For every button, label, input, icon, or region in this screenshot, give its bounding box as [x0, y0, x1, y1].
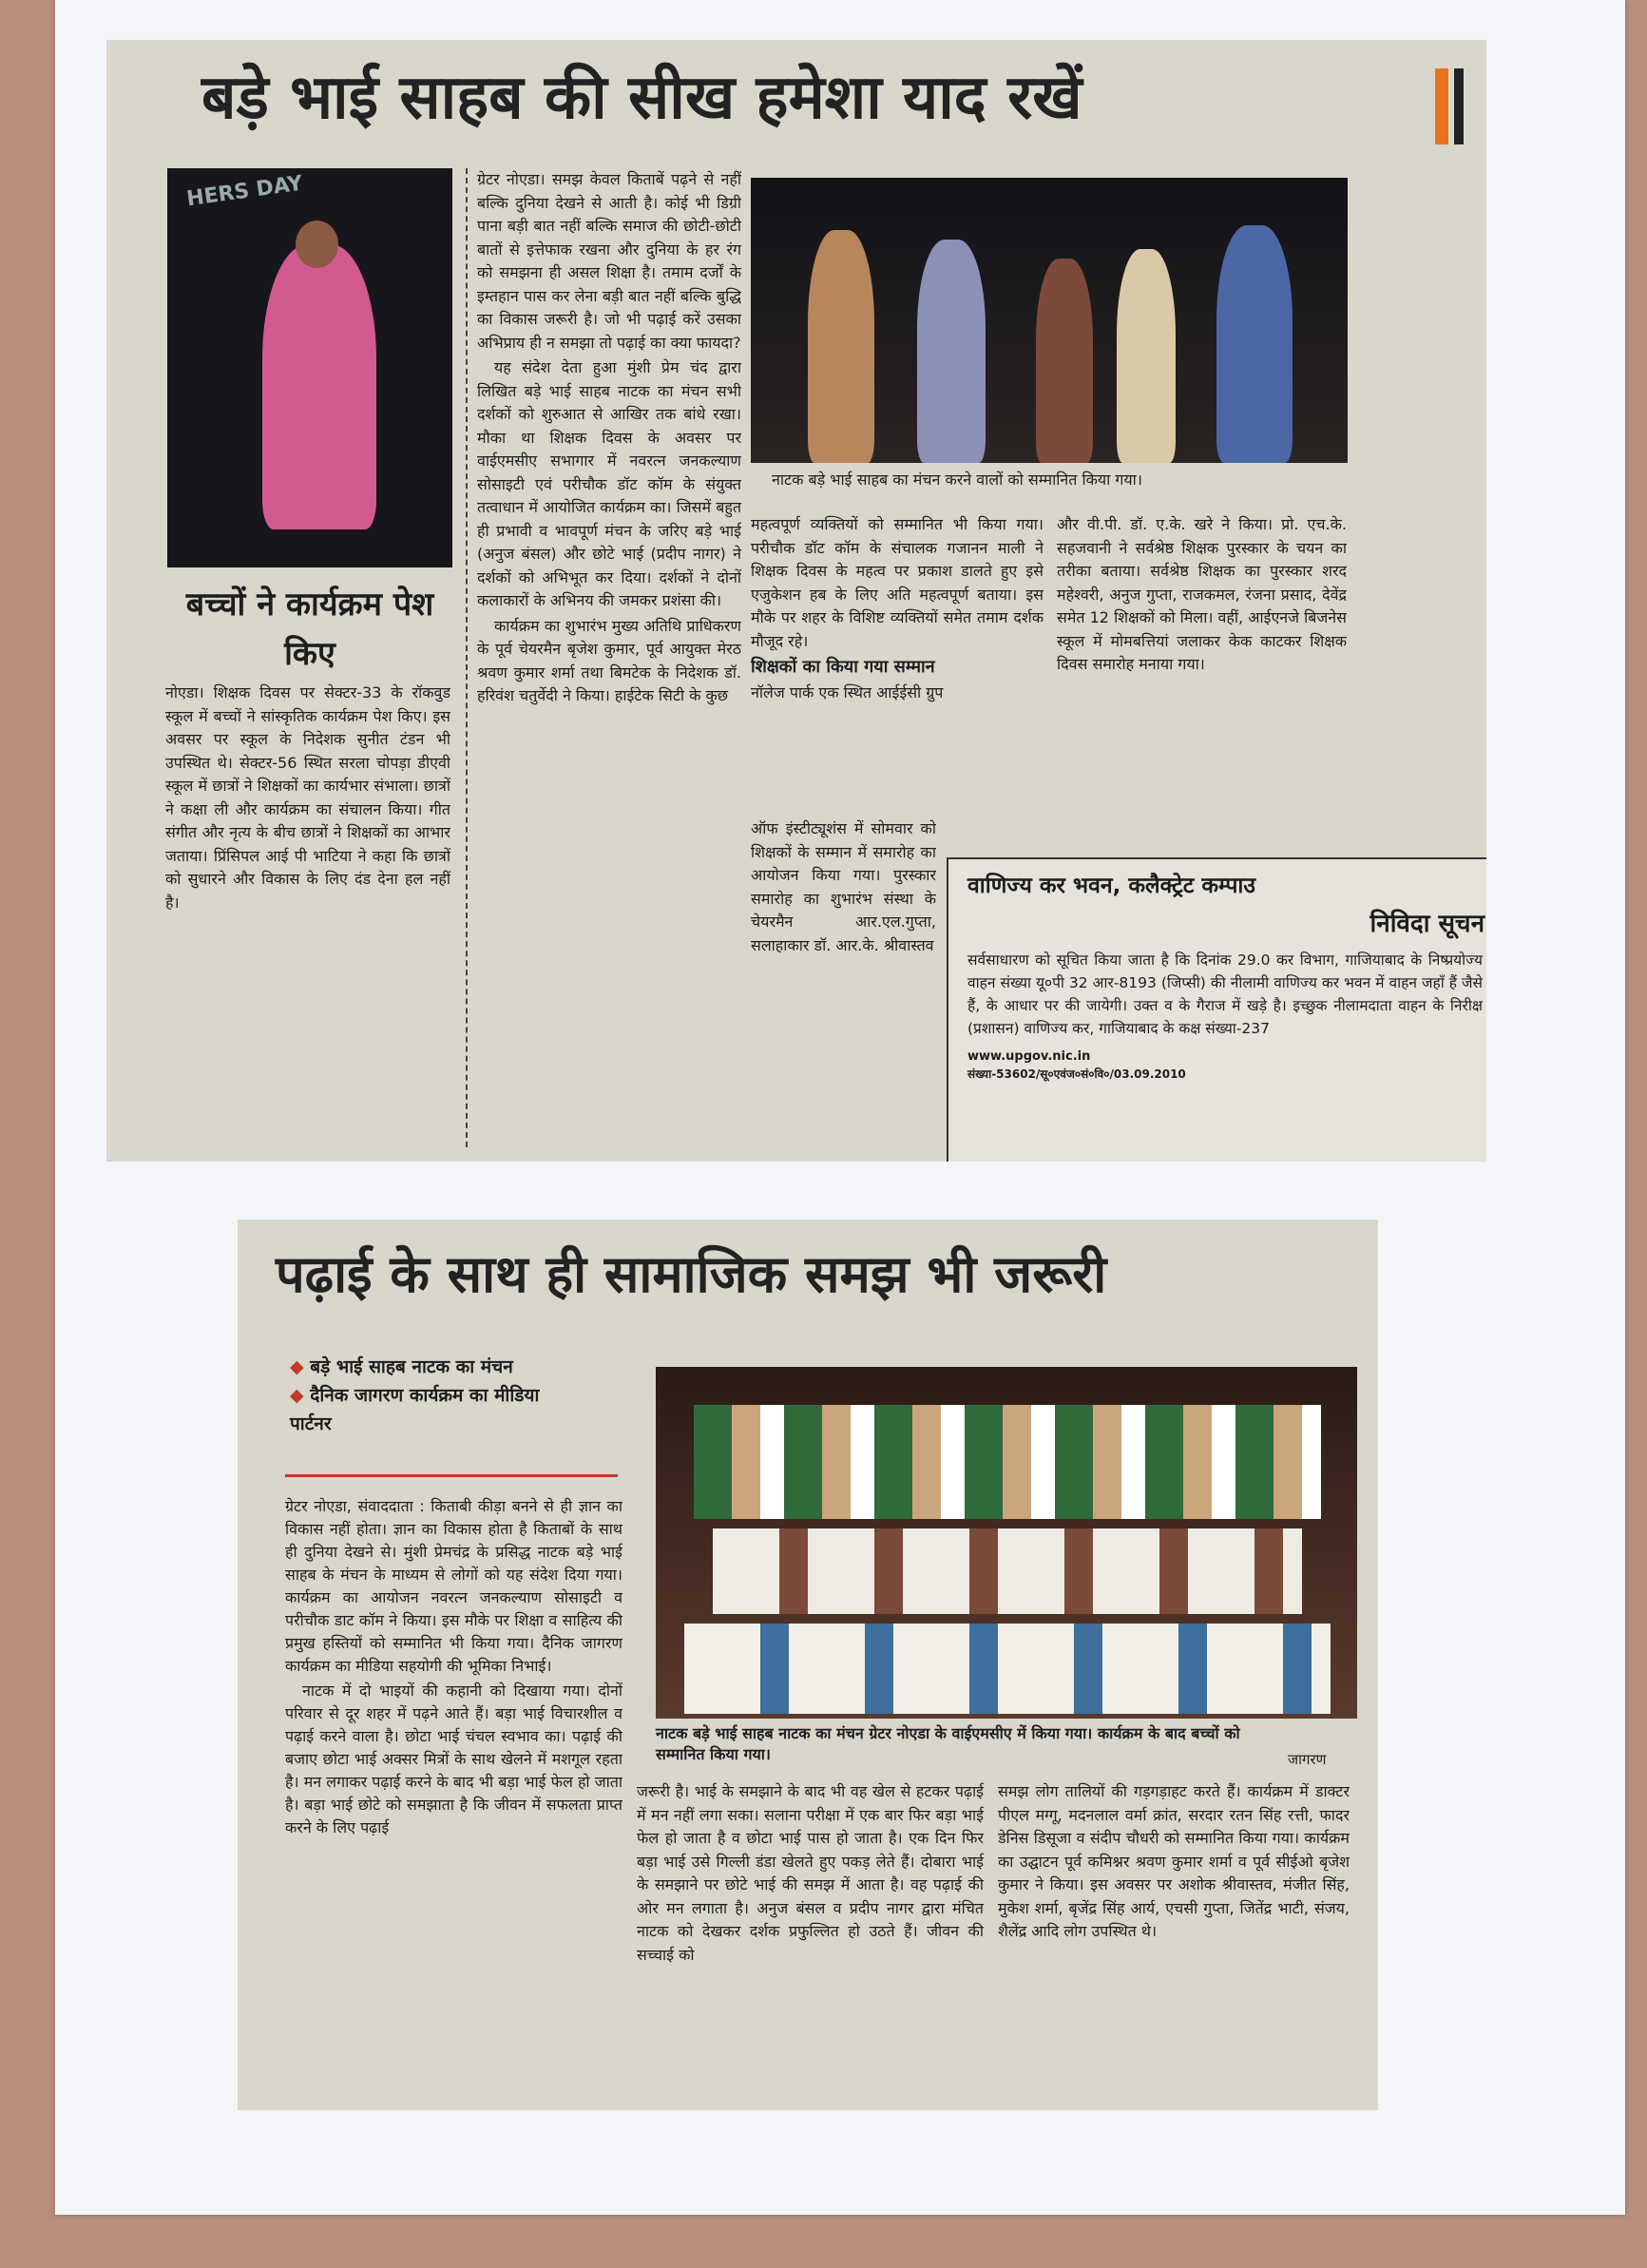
bullet-item: ◆ दैनिक जागरण कार्यक्रम का मीडिया पार्टनर [290, 1385, 540, 1434]
side-story-body: नोएडा। शिक्षक दिवस पर सेक्टर-33 के रॉकवुड स्कूल में बच्चों ने सांस्कृतिक कार्यक्रम पेश किए। इस अवसर पर स्कूल के निदेशक सुनीत टंडन भी उपस्थित थे। सेक्टर-56 स्थित सरला चोपड़ा डीएवी स्कूल में छात्रों ने शिक्षकों का कार्यभार संभाला। छात्रों ने कक्षा ली और कार्यक्रम का संचालन किया। गीत संगीत और नृत्य के बीच छात्रों ने शिक्षकों का आभार जताया। प्रिंसिपल आई पी भाटिया ने कहा कि छात्रों को सुधारने और विकास के लिए दंड देना हल नहीं है। [165, 683, 450, 912]
photo-stage-felicitation [751, 178, 1348, 463]
bullet-underline [285, 1474, 618, 1477]
subhead-body: ऑफ इंस्टीट्यूशंस में सोमवार को शिक्षकों के सम्मान में समारोह का आयोजन किया गया। पुरस्कार समारोह का शुभारंभ संस्था के चेयरमैन आर.एल.गुप्ता, सलाहाकार डॉ. आर.के. श्रीवास्तव [751, 819, 936, 954]
headline-black-bar [1454, 68, 1464, 144]
column-divider [466, 168, 468, 1147]
person-boy-2 [1117, 249, 1176, 463]
notice-title: निविदा सूचन [1369, 910, 1484, 938]
clip2-column-3: समझ लोग तालियों की गड़गड़ाहट करते हैं। कार्यक्रम में डाक्टर पीएल मग्गू, मदनलाल वर्मा क्रांत, सरदार रतन सिंह रत्ती, फादर डेनिस डिसूजा व संदीप चौधरी को सम्मानित किया गया। कार्यक्रम का उद्घाटन पूर्व कमिश्नर श्रवण कुमार शर्मा व पूर्व सीईओ बृजेश कुमार ने किया। इस अवसर पर अशोक श्रीवास्तव, मंजीत सिंह, मुकेश शर्मा, बृजेंद्र सिंह आर्य, एचसी गुप्ता, जितेंद्र भाटी, संजय, शैलेंद्र आदि लोग उपस्थित थे। [998, 1782, 1350, 1940]
notice-header: वाणिज्य कर भवन, कलैक्ट्रेट कम्पाउ [967, 874, 1255, 898]
students-row-back [694, 1405, 1321, 1519]
main-column-1: ग्रेटर नोएडा। समझ केवल किताबें पढ़ने से नहीं बल्कि दुनिया देखने से आती है। कोई भी डिग्री पाना बड़ी बात नहीं बल्कि समाज की छोटी-छोटी बातों से इत्तेफाक रखना और दुनिया के हर रंग को समझना ही असल शिक्षा है। तमाम दर्जों के इम्तहान पास कर लेना बड़ी बात नहीं बल्कि बुद्धि का विकास जरूरी है। जो भी पढ़ाई करें उसका अभिप्राय ही न समझा तो पढ़ाई का क्या फायदा? यह संदेश देता हुआ मुंशी प्रेम चंद द्वारा लिखित बड़े भाई साहब नाटक का मंचन सभी दर्शकों को शुरुआत से आखिर तक बांधे रखा। मौका था शिक्षक दिवस के अवसर पर वाईएमसीए सभागार में नवरत्न जनकल्याण सोसाइटी एवं परीचौक डॉट कॉम के संयुक्त तत्वाधान में आयोजित कार्यक्रम का। जिसमें बहुत ही प्रभावी व भावपूर्ण मंचन के जरिए बड़े भाई (अनुज बंसल) और छोटे भाई (प्रदीप नागर) ने दर्शकों को अभिभूत कर दिया। दर्शकों ने दोनों कलाकारों के अभिनय की जमकर प्रशंसा की। कार्यक्रम का शुभारंभ मुख्य अतिथि प्राधिकरण के पूर्व चेयरमैन बृजेश कुमार, पूर्व आयुक्त मेरठ श्रवण कुमार शर्मा तथा बिमटेक के निदेशक डॉ. हरिवंश चतुर्वेदी ने किया। हाईटेक सिटी के कुछ [477, 170, 741, 704]
notice-body: सर्वसाधारण को सूचित किया जाता है कि दिनांक 29.0 कर विभाग, गाजियाबाद के निष्प्रयोज्य वाहन संख्या यू०पी 32 आर-8193 (जिप्सी) की नीलामी वाणिज्य कर भवन में वाहन जहाँ हैं जैसे हैं, के आधार पर की जायेगी। उक्त व के गैराज में खड़े है। इच्छुक नीलामदाता वाहन के निरीक्ष (प्रशासन) वाणिज्य कर, गाजियाबाद के कक्ष संख्या-237 [967, 951, 1483, 1037]
newspaper-clipping-2 [238, 1220, 1378, 2110]
students-row-front [684, 1624, 1331, 1714]
notice-ref: संख्या-53602/सू०एवंज०सं०वि०/03.09.2010 [967, 1067, 1186, 1081]
main-column-2: महत्वपूर्ण व्यक्तियों को सम्मानित भी किया गया। परीचौक डॉट कॉम के संचालक गजानन माली ने शिक्षक दिवस के महत्व पर प्रकाश डालते हुए इसे एजुकेशन हब के लिए अति महत्वपूर्ण बताया। इस मौके पर शहर के विशिष्ट व्यक्तियों समेत तमाम दर्शक मौजूद रहे। शिक्षकों का किया गया सम्मान नॉलेज पार्क एक स्थित आईईसी ग्रुप [751, 515, 1044, 702]
dancer-figure [262, 244, 376, 529]
person-white [917, 240, 986, 463]
person-blue-shirt [1216, 225, 1293, 463]
clip2-column-2: जरूरी है। भाई के समझाने के बाद भी वह खेल से हटकर पढ़ाई में मन नहीं लगा सका। सलाना परीक्षा में एक बार फिर बड़ा भाई फेल हो जाता है व छोटा भाई पास हो जाता है। एक दिन फिर बड़ा भाई उसे गिल्ली डंडा खेलते हुए पकड़ लेते हैं। दोबारा भाई के समझाने पर छोटे भाई की समझ में आता है। वह पढ़ाई की ओर मन लगाता है। अनुज बंसल व प्रदीप नागर द्वारा मंचित नाटक को देखकर दर्शक प्रफुल्लित हो उठते हैं। जीवन की सच्चाई को [637, 1782, 984, 1964]
side-story-title: बच्चों ने कार्यक्रम पेश किए [185, 586, 434, 673]
photo-group-students [656, 1367, 1357, 1719]
person-boy-1 [1036, 259, 1093, 463]
photo-credit: जागरण [1288, 1751, 1327, 1768]
main-column-3: और वी.पी. डॉ. ए.के. खरे ने किया। प्रो. एच.के. सहजवानी ने सर्वश्रेष्ठ शिक्षक पुरस्कार के चयन का तरीका बताया। सर्वश्रेष्ठ शिक्षक का पुरस्कार शरद महेश्वरी, अनुज गुप्ता, राजकमल, रंजना प्रसाद, देवेंद्र समेत 12 शिक्षकों को मिला। वहीं, आईएनजे बिजनेस स्कूल में मोमबत्तियां जलाकर केक काटकर शिक्षक दिवस समारोह मनाया गया। [1057, 515, 1347, 673]
dancer-head [296, 221, 338, 268]
headline-1: बड़े भाई साहब की सीख हमेशा याद रखें [201, 63, 1082, 133]
photo-dancing-girl [167, 168, 452, 567]
bullet-list [290, 1353, 575, 1438]
clip2-column-1: ग्रेटर नोएडा, संवाददाता : किताबी कीड़ा बनने से ही ज्ञान का विकास नहीं होता। ज्ञान का विकास होता है किताबों के साथ ही दुनिया देखने से। मुंशी प्रेमचंद्र के प्रसिद्ध नाटक बड़े भाई साहब के मंचन के माध्यम से लोगों को यह संदेश दिया गया। कार्यक्रम का आयोजन नवरत्न जनकल्याण सोसाइटी व परीचौक डाट कॉम ने किया। इस मौके पर शिक्षा व साहित्य की प्रमुख हस्तियों को सम्मानित भी किया गया। दैनिक जागरण कार्यक्रम का मीडिया सहयोगी की भूमिका निभाई। नाटक में दो भाइयों की कहानी को दिखाया गया। दोनों परिवार से दूर शहर में पढ़ने आते हैं। बड़ा भाई विचारशील व पढ़ाई करने वाला है। छोटा भाई चंचल स्वभाव का। पढ़ाई की बजाए छोटा भाई अक्सर मित्रों के साथ खेलने में मशगूल रहता है। मन लगाकर पढ़ाई करने के बाद भी बड़ा भाई फेल हो जाता है। बड़ा भाई छोटे को समझाता है कि जीवन में सफलता प्राप्त करने के लिए पढ़ाई [285, 1497, 622, 1836]
photo-caption-2: नाटक बड़े भाई साहब नाटक का मंचन ग्रेटर नोएडा के वाईएमसीए में किया गया। कार्यक्रम के बाद बच्चों को सम्मानित किया गया। [656, 1724, 1240, 1763]
newspaper-clipping-1 [106, 40, 1486, 1162]
headline-accent-bar [1435, 68, 1448, 144]
photo-sign: HERS DAY [184, 171, 305, 212]
photo-caption-1: नाटक बड़े भाई साहब का मंचन करने वालों को सम्मानित किया गया। [772, 471, 1142, 489]
notice-url: www.upgov.nic.in [967, 1049, 1091, 1064]
students-row-middle [713, 1528, 1302, 1614]
bullet-item: ◆ बड़े भाई साहब नाटक का मंचन [290, 1356, 513, 1377]
headline-2: पढ़ाई के साथ ही सामाजिक समझ भी जरूरी [276, 1244, 1107, 1304]
person-kurta [808, 230, 874, 463]
tender-notice [947, 857, 1486, 1162]
